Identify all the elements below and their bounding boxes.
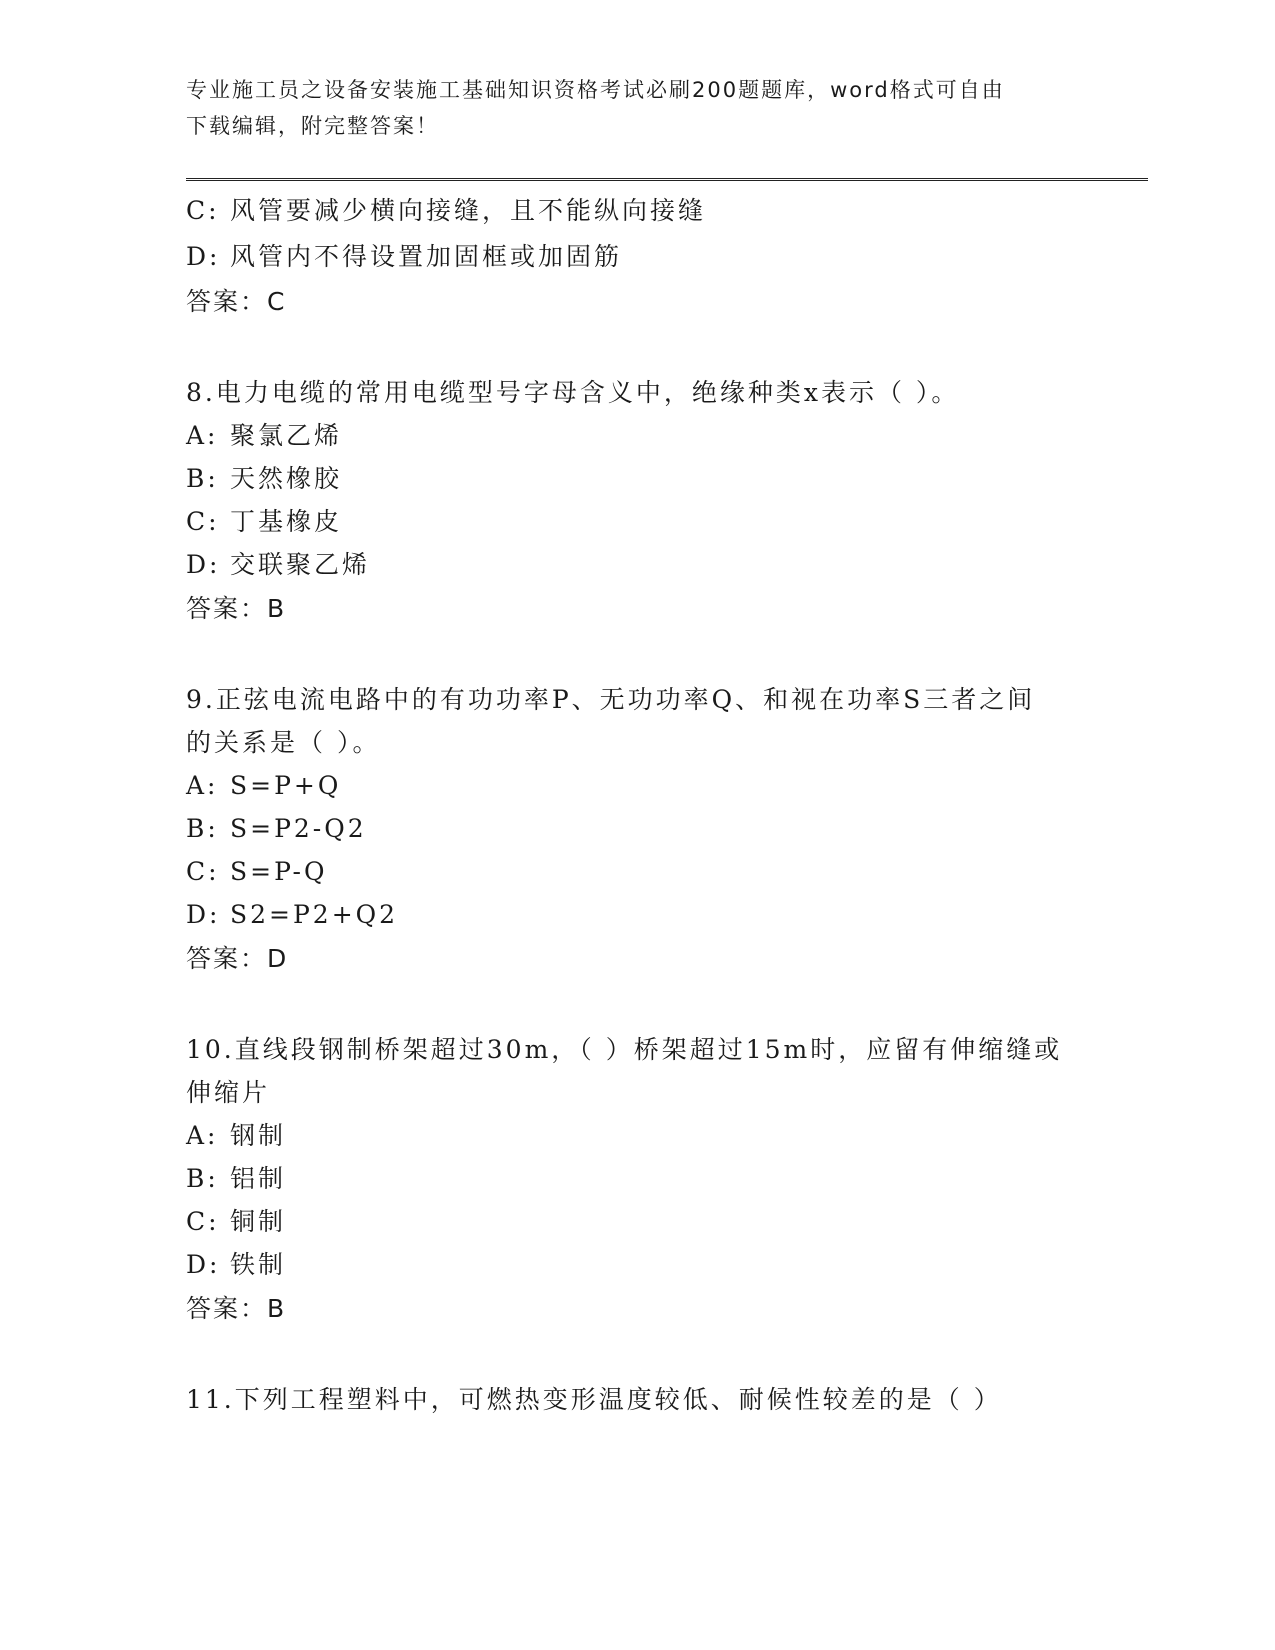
answer: 答案：C [186,287,287,316]
question-stem-line-2: 的关系是（ ）。 [186,728,381,757]
document-header [186,72,1086,144]
option-d: D: S2=P2+Q2 [186,900,399,929]
header-line-1: 专业施工员之设备安装施工基础知识资格考试必刷200题题库，word格式可自由 [186,78,1005,102]
question-stem-line-1: 10.直线段钢制桥架超过30m，（ ）桥架超过15m时，应留有伸缩缝或 [186,1035,1063,1064]
option-d: D: 风管内不得设置加固框或加固筋 [186,241,623,271]
option-c: C: 丁基橡皮 [186,507,343,536]
option-c: C: 铜制 [186,1207,287,1236]
question-stem-line-2: 伸缩片 [186,1078,271,1107]
option-a: A: 聚氯乙烯 [186,421,343,450]
option-c: C: S=P-Q [186,857,328,886]
question-8 [186,371,1086,632]
question-stem-line-1: 9.正弦电流电路中的有功功率P、无功功率Q、和视在功率S三者之间 [186,685,1036,714]
answer: 答案：D [186,944,289,973]
option-d: D: 交联聚乙烯 [186,550,371,579]
option-a: A: S=P+Q [186,771,342,800]
option-a: A: 钢制 [186,1121,287,1150]
answer: 答案：B [186,594,287,623]
question-list [186,188,1086,1421]
question-9 [186,678,1086,982]
question-10 [186,1028,1086,1332]
header-divider [186,178,1148,181]
option-d: D: 铁制 [186,1250,287,1279]
option-b: B: S=P2-Q2 [186,814,367,843]
question-11 [186,1378,1086,1421]
header-line-2: 下载编辑，附完整答案！ [186,114,439,138]
question-stem: 8.电力电缆的常用电缆型号字母含义中，绝缘种类x表示（ ）。 [186,378,960,407]
option-b: B: 铝制 [186,1164,287,1193]
question-stem: 11.下列工程塑料中，可燃热变形温度较低、耐候性较差的是（ ） [186,1385,1002,1414]
answer: 答案：B [186,1294,287,1323]
question-7-tail [186,188,1086,325]
option-b: B: 天然橡胶 [186,464,343,493]
option-c: C: 风管要减少横向接缝，且不能纵向接缝 [186,196,707,225]
